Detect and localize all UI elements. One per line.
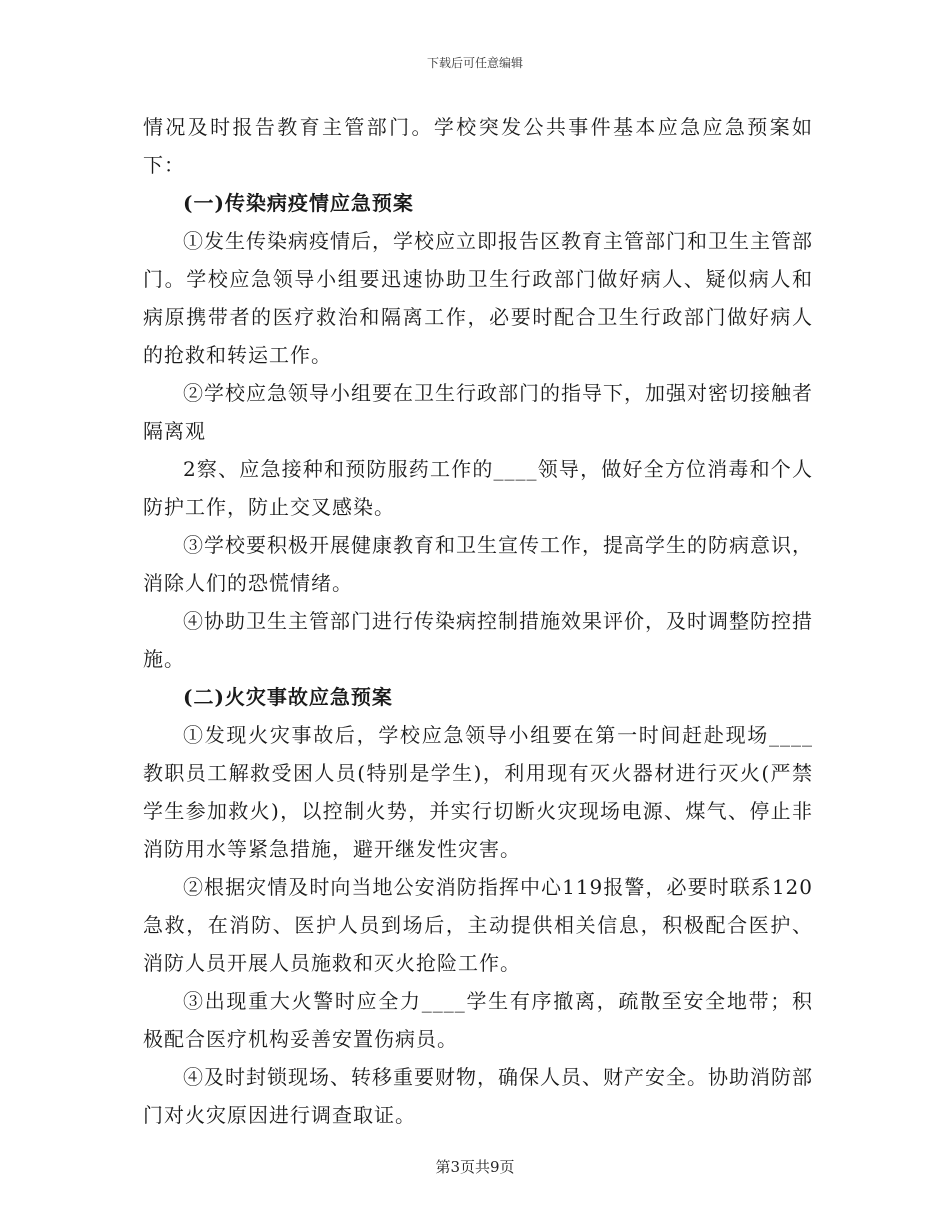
paragraph-fire-4: ④及时封锁现场、转移重要财物，确保人员、财产安全。协助消防部门对火灾原因进行调查取证。	[143, 1065, 813, 1127]
document-body	[143, 108, 813, 1134]
paragraph-fire-2: ②根据灾情及时向当地公安消防指挥中心119报警，必要时联系120急救，在消防、医护人员到场后，主动提供相关信息，积极配合医护、消防人员开展人员施救和灭火抢险工作。	[143, 875, 813, 975]
paragraph-epidemic-3: ③学校要积极开展健康教育和卫生宣传工作，提高学生的防病意识，消除人们的恐慌情绪。	[143, 533, 813, 595]
paragraph-epidemic-1: ①发生传染病疫情后，学校应立即报告区教育主管部门和卫生主管部门。学校应急领导小组要迅速协助卫生行政部门做好病人、疑似病人和病原携带者的医疗救治和隔离工作，必要时配合卫生行政部门做好病人的抢救和转运工作。	[143, 229, 813, 367]
page-header: 下载后可任意编辑	[426, 56, 523, 70]
section-heading-epidemic: (一)传染病疫情应急预案	[183, 191, 414, 215]
section-heading-fire: (二)火灾事故应急预案	[183, 685, 393, 709]
page-number: 第3页共9页	[435, 1158, 515, 1176]
paragraph-epidemic-4: ④协助卫生主管部门进行传染病控制措施效果评价，及时调整防控措施。	[143, 609, 813, 671]
paragraph-intro: 情况及时报告教育主管部门。学校突发公共事件基本应急应急预案如下：	[143, 115, 813, 177]
paragraph-fire-1: ①发现火灾事故后，学校应急领导小组要在第一时间赶赴现场____教职员工解救受困人员(特别是学生)，利用现有灭火器材进行灭火(严禁学生参加救火)，以控制火势，并实行切断火灾现场电源、煤气、停止非消防用水等紧急措施，避开继发性灾害。	[143, 723, 813, 861]
paragraph-epidemic-2: ②学校应急领导小组要在卫生行政部门的指导下，加强对密切接触者隔离观	[143, 381, 813, 443]
paragraph-fire-3: ③出现重大火警时应全力____学生有序撤离，疏散至安全地带；积极配合医疗机构妥善安置伤病员。	[143, 989, 813, 1051]
paragraph-epidemic-2-cont: 2察、应急接种和预防服药工作的____领导，做好全方位消毒和个人防护工作，防止交叉感染。	[143, 457, 813, 519]
